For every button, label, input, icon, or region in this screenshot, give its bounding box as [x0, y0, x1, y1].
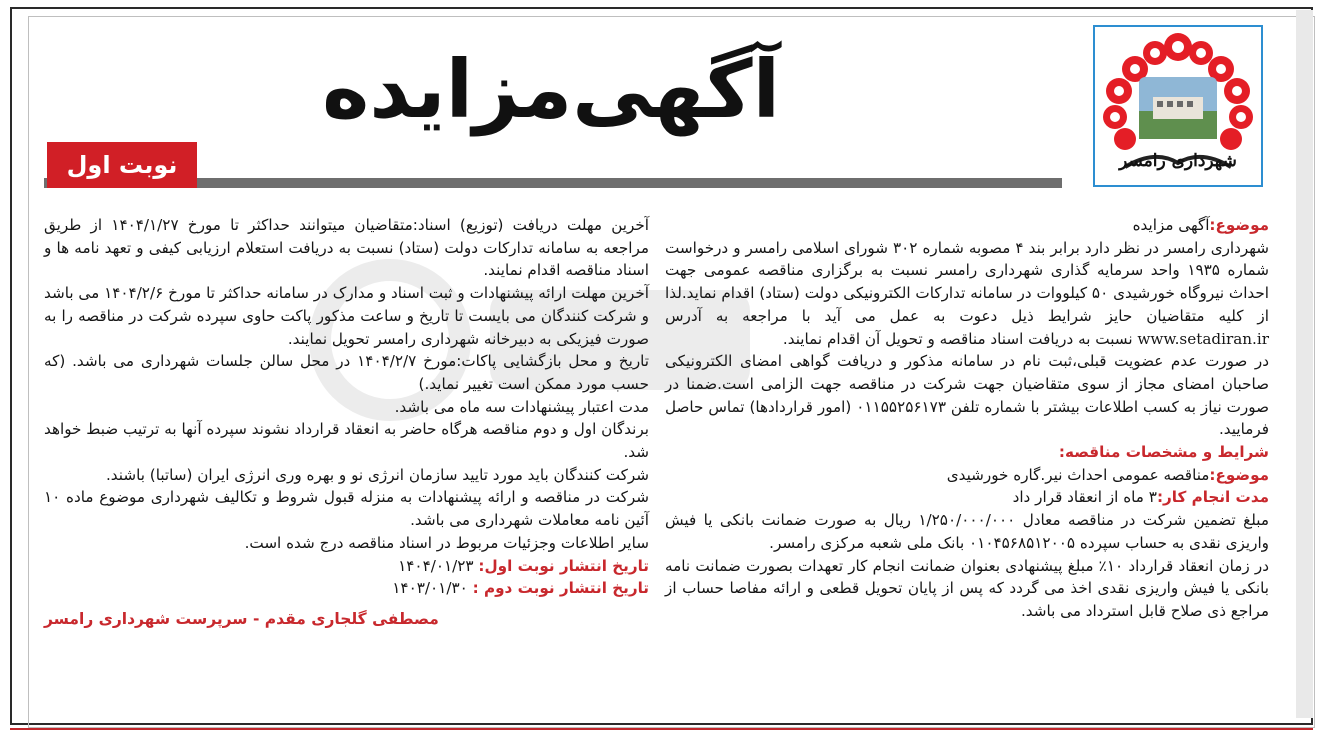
duration-value: ۳ ماه از انعقاد قرار داد [1012, 488, 1157, 507]
tender-subject-label: موضوع: [1209, 465, 1269, 484]
deadline-documents: آخرین مهلت دریافت (توزیع) اسناد:متقاضیان میتوانند حداکثر تا مورخ ۱۴۰۴/۱/۲۷ از طریق مراجعه به سامانه تدارکات دولت (ستاد) نسبت به دریافت استعلام ارزیابی کیفی و تعهد نامه ها و اسناد مناقصه اقدام نمایند. [44, 216, 649, 280]
membership-paragraph: در صورت عدم عضویت قبلی،ثبت نام در سامانه مذکور و دریافت گواهی امضای الکترونیکی صاحبان امضای مجاز از سوی متقاضیان جهت شرکت در مناقصه جهت الزامی است.ضمنا در صورت نیاز به کسب اطلاعات بیشتر با شماره تلفن ۰۱۱۵۵۲۵۶۱۷۳ (امور قراردادها) تماس حاصل فرمایید. [665, 352, 1269, 439]
subject-label: موضوع: [1209, 216, 1269, 234]
round-badge: نوبت اول [47, 142, 197, 188]
second-pub-label: تاریخ انتشار نوبت دوم : [472, 579, 649, 598]
subject-line [665, 214, 1269, 237]
left-column [44, 214, 649, 631]
conditions-heading: شرایط و مشخصات مناقصه: [1058, 443, 1269, 462]
first-pub-date: ۱۴۰۴/۰۱/۲۳ [398, 556, 474, 575]
second-pub-date: ۱۴۰۳/۰۱/۳۰ [392, 579, 468, 598]
first-publication [44, 555, 649, 578]
bottom-rule [10, 728, 1313, 730]
intro-paragraph [665, 237, 1269, 351]
performance-paragraph: در زمان انعقاد قرارداد ۱۰٪ مبلغ پیشنهادی بعنوان ضمانت انجام کار تعهدات بصورت ضمانت نامه بانکی یا فیش واریزی نقدی اخذ می گردد که پس از پایان تحویل قطعی و ارائه مفاصا حساب از مراجع ذی صلاح قابل استرداد می باشد. [665, 556, 1270, 620]
opening-date: تاریخ و محل بازگشایی پاکات:مورخ ۱۴۰۴/۲/۷ در محل سالن جلسات شهرداری می باشد. (که حسب مورد ممکن است تغییر نماید.) [44, 352, 650, 393]
frame-shadow [1296, 10, 1313, 718]
subject-value: آگهی مزایده [1132, 216, 1210, 234]
tender-subject-value: مناقصه عمومی احداث نیر.گاره خورشیدی [946, 465, 1210, 484]
second-publication [44, 577, 649, 600]
intro-tail: نسبت به دریافت اسناد مناقصه و تحویل آن اقدام نمایند. [782, 329, 1133, 348]
intro-text: شهرداری رامسر در نظر دارد برابر بند ۴ مصوبه شماره ۳۰۲ شورای اسلامی رامسر و درخواست شماره ۱۹۳۵ واحد سرمایه گذاری شهرداری رامسر نسبت به برگزاری مناقصه عمومی جهت احداث نیروگاه خورشیدی ۵۰ کیلووات در سامانه تدارکات الکترونیکی دولت (ستاد) اقدام نماید.لذا از کلیه متقاضیان حایز شرایط ذیل دعوت به عمل می آید با مراجعه به آدرس [665, 238, 1270, 325]
municipality-logo [1093, 25, 1263, 187]
satba-clause: شرکت کنندگان باید مورد تایید سازمان انرژی نو و بهره وری انرژی ایران (ساتبا) باشند. [105, 465, 649, 484]
notice-title: آگهی‌مزایده [322, 43, 780, 136]
right-column [665, 214, 1269, 623]
logo-text: شهرداری رامسر [1119, 151, 1237, 171]
first-pub-label: تاریخ انتشار نوبت اول: [478, 556, 649, 575]
duration-line [665, 486, 1269, 509]
guarantee-paragraph: مبلغ تضمین شرکت در مناقصه معادل ۱/۲۵۰/۰۰۰/۰۰۰ ریال به صورت ضمانت بانکی یا فیش واریزی نقدی به حساب سپرده ۰۱۰۴۵۶۸۵۱۲۰۰۵ بانک ملی شعبه مرکزی رامسر. [665, 511, 1269, 552]
tender-subject-line [665, 464, 1269, 487]
validity-period: مدت اعتبار پیشنهادات سه ماه می باشد. [394, 397, 649, 416]
website-link[interactable]: www.setadiran.ir [1137, 329, 1269, 348]
acceptance-clause: شرکت در مناقصه و ارائه پیشنهادات به منزله قبول شروط و تکالیف شهرداری موضوع ماده ۱۰ آئین نامه معاملات شهرداری می باشد. [44, 488, 649, 530]
signature: مصطفی گلجاری مقدم - سرپرست شهرداری رامسر [44, 609, 439, 628]
deadline-proposals: آخرین مهلت ارائه پیشنهادات و ثبت اسناد و مدارک در سامانه حداکثر تا مورخ ۱۴۰۴/۲/۶ می باشد و شرکت کنندگان می بایست تا تاریخ و ساعت مذکور پاکت حاوی سپرده شرکت در مناقصه را به صورت فیزیکی به دبیرخانه شهرداری رامسر تحویل نمایند. [44, 284, 649, 348]
other-info: سایر اطلاعات وجزئیات مربوط در اسناد مناقصه درج شده است. [244, 533, 649, 552]
winners-clause: برندگان اول و دوم مناقصه هرگاه حاضر به انعقاد قرارداد نشوند سپرده آنها به ترتیب ضبط خواهد شد. [44, 420, 649, 462]
duration-label: مدت انجام کار: [1156, 488, 1269, 507]
